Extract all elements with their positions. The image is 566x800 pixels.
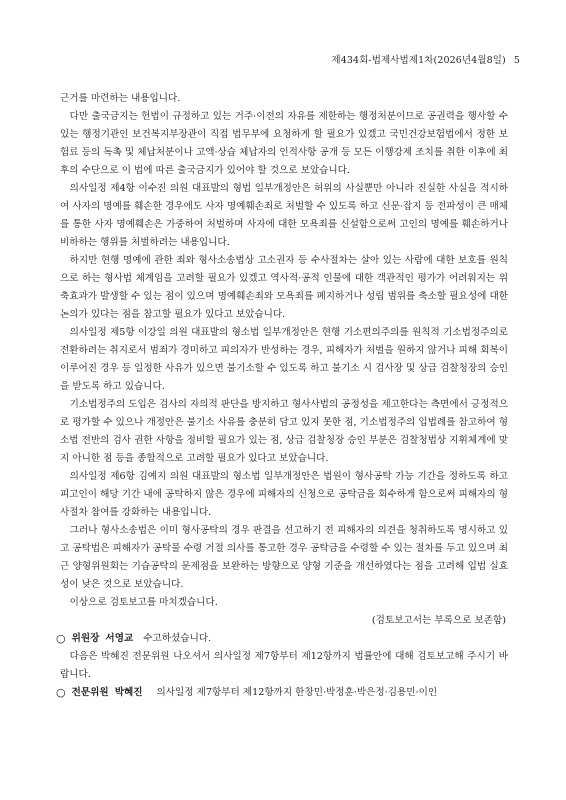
page-number: 5 [513, 55, 520, 66]
paragraph: 의사일정 제4항 이수진 의원 대표발의 형법 일부개정안은 허위의 사실뿐만 아니라 진실한 사실을 적시하여 사자의 명예를 훼손한 경우에도 사자 명예훼손죄로 처벌할 수 있도록 하고 신문·잡지 등 전파성이 큰 매체를 통한 사자 명예훼손은 가중하여 처벌하며 사자에 대한 모욕죄를 신설함으로써 고인의 명예를 훼손하거나 비하하는 행위를 처벌하려는 내용입니다. [60, 183, 508, 248]
speaker-line-expert [56, 684, 508, 702]
session-info: 제434회-법제사법제1차(2026년4월8일) [331, 55, 506, 66]
paragraph: 그러나 형사소송법은 이미 형사공탁의 경우 판결을 선고하기 전 피해자의 의견을 청취하도록 명시하고 있고 공탁법은 피해자가 공탁물 수령 거절 의사를 통고한 경우 공탁금을 수령할 수 있는 절차를 두고 있으며 최근 양형위원회는 기습공탁의 문제점을 보완하는 방향으로 양형 기준을 개선하였다는 점을 고려해 입법 실효성이 낮은 것으로 보았습니다. [60, 525, 508, 590]
page-header [331, 52, 520, 66]
appendix-note: (검토보고서는 부록으로 보존함) [371, 615, 506, 626]
paragraph: 근거를 마련하는 내용입니다. [60, 93, 181, 104]
paragraph: 의사일정 제6항 김예지 의원 대표발의 형소법 일부개정안은 법원이 형사공탁 가능 기간을 정하도록 하고 피고인이 해당 기간 내에 공탁하지 않은 경우에 피해자의 신청으로 공탁금을 회수하게 함으로써 피해자의 형사절차 참여를 강화하는 내용입니다. [60, 471, 508, 518]
speaker-marker: ○ [56, 686, 66, 699]
document-body [56, 90, 508, 702]
speaker-text: 의사일정 제7항부터 제12항까지 한창민·박정훈·박은정·김용민·이인 [156, 687, 438, 698]
speaker-marker: ○ [56, 632, 66, 645]
paragraph: 하지만 현행 명예에 관한 죄와 형사소송법상 고소권자 등 수사절차는 살아 있는 사람에 대한 보호를 원칙으로 하는 형사법 체계임을 고려할 필요가 있겠고 역사적·공적 인물에 대한 객관적인 평가가 어려워지는 위축효과가 발생할 수 있는 점이 있으며 명예훼손죄와 모욕죄를 폐지하거나 성립 범위를 축소할 필요성에 대한 논의가 있다는 점을 참고할 필요가 있다고 보았습니다. [60, 255, 508, 320]
paragraph: 다음은 박혜진 전문위원 나오셔서 의사일정 제7항부터 제12항까지 법률안에 대해 검토보고해 주시기 바랍니다. [60, 651, 508, 680]
speaker-name: 서영교 [105, 633, 134, 644]
speaker-line-chair [56, 630, 508, 648]
speaker-role: 전문위원 [71, 687, 109, 698]
speaker-name: 박혜진 [114, 687, 143, 698]
paragraph: 의사일정 제5항 이강일 의원 대표발의 형소법 일부개정안은 현행 기소편의주의를 원칙적 기소법정주의로 전환하려는 취지로서 범죄가 경미하고 피의자가 반성하는 경우, 피해자가 처벌을 원하지 않거나 피해 회복이 이루어진 경우 등 일정한 사유가 있으면 불기소할 수 있도록 하고 불기소 시 검사장 및 상급 검찰청장의 승인을 받도록 하고 있습니다. [60, 327, 508, 392]
paragraph: 기소법정주의 도입은 검사의 자의적 판단을 방지하고 형사사법의 공정성을 제고한다는 측면에서 긍정적으로 평가할 수 있으나 개정안은 불기소 사유를 충분히 담고 있지 못한 점, 기소법정주의 입법례를 참고하여 형소법 전반의 검사 권한 사항을 정비할 필요가 있는 점, 상급 검찰청장 승인 부분은 검찰청법상 지휘체계에 맞지 아니한 점 등을 종합적으로 고려할 필요가 있다고 보았습니다. [60, 399, 508, 464]
speaker-text: 수고하셨습니다. [143, 633, 212, 644]
paragraph: 이상으로 검토보고를 마치겠습니다. [69, 597, 218, 608]
paragraph: 다만 출국금지는 헌법이 규정하고 있는 거주·이전의 자유를 제한하는 행정처분이므로 공권력을 행사할 수 있는 행정기관인 보건복지부장관이 직접 법무부에 요청하게 할 필요가 있겠고 국민건강보험법에서 정한 보험료 등의 독촉 및 체납처분이나 고액·상습 체납자의 인적사항 공개 등 모든 이행강제 조치를 취한 이후에 최후의 수단으로 이 법에 따른 출국금지가 있어야 할 것으로 보았습니다. [60, 111, 508, 176]
speaker-role: 위원장 [71, 633, 100, 644]
